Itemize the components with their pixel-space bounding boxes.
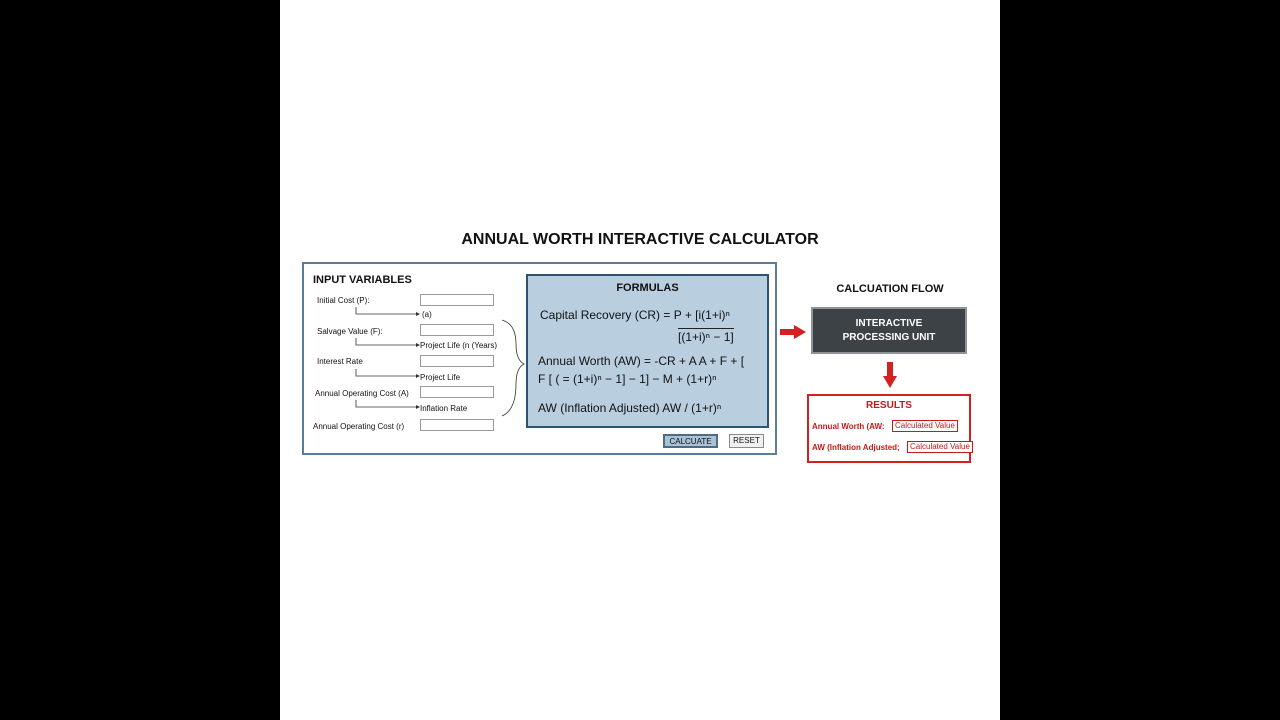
connector-line (356, 400, 416, 407)
connector-line (356, 369, 416, 376)
processing-unit-line1: INTERACTIVE (855, 317, 923, 329)
inflation-adjusted-formula: AW (Inflation Adjusted) AW / (1+r)ⁿ (538, 401, 722, 415)
brace-connector (502, 320, 524, 416)
input-variables-heading: INPUT VARIABLES (313, 274, 412, 286)
results-box (807, 394, 971, 463)
annual-operating-cost-r-input[interactable] (420, 419, 494, 431)
inflation-rate-sublabel: Inflation Rate (420, 404, 468, 413)
aw-inflation-adjusted-result-value: Calculated Value (907, 441, 973, 453)
arrow-down-icon (883, 362, 897, 388)
aw-inflation-adjusted-result-label: AW (Inflation Adjusted; (812, 443, 900, 452)
project-life-sublabel: Project Life (420, 373, 461, 382)
calculation-flow-heading: CALCUATION FLOW (836, 283, 944, 295)
annual-worth-formula-line2: F [ ( = (1+i)ⁿ − 1] − 1] − M + (1+r)ⁿ (538, 372, 717, 386)
formulas-box (526, 274, 769, 428)
initial-cost-label: Initial Cost (P): (317, 296, 370, 305)
diagram-canvas (280, 0, 1000, 720)
connector-line (356, 307, 416, 314)
connector-line (356, 338, 416, 345)
annual-worth-result-label: Annual Worth (AW: (812, 422, 885, 431)
connector-arrowhead (416, 312, 420, 316)
capital-recovery-denominator: [(1+i)ⁿ − 1] (678, 330, 734, 344)
reset-button[interactable]: RESET (729, 434, 764, 448)
formulas-heading: FORMULAS (616, 282, 679, 294)
annual-worth-result-value: Calculated Value (892, 420, 958, 432)
arrow-right-icon (780, 325, 806, 339)
sublabel-a: (a) (422, 310, 432, 319)
interest-rate-label: Interest Rate (317, 357, 363, 366)
initial-cost-input[interactable] (420, 294, 494, 306)
interest-rate-input[interactable] (420, 355, 494, 367)
annual-worth-formula-line1: Annual Worth (AW) = -CR + A A + F + [ (538, 354, 745, 368)
capital-recovery-formula: Capital Recovery (CR) = P + [i(1+i)ⁿ (540, 308, 730, 322)
calculate-button[interactable]: CALCUATE (663, 434, 718, 448)
annual-operating-cost-a-label: Annual Operating Cost (A) (315, 389, 409, 398)
salvage-value-input[interactable] (420, 324, 494, 336)
processing-unit-line2: PROCESSING UNIT (842, 331, 936, 343)
project-life-years-sublabel: Project Life (n (Years) (420, 341, 498, 350)
input-panel (302, 262, 777, 455)
page-title: ANNUAL WORTH INTERACTIVE CALCULATOR (461, 231, 819, 248)
annual-operating-cost-a-input[interactable] (420, 386, 494, 398)
interactive-processing-unit (811, 307, 967, 354)
salvage-value-label: Salvage Value (F): (317, 327, 383, 336)
annual-operating-cost-r-label: Annual Operating Cost (r) (313, 422, 405, 431)
results-heading: RESULTS (866, 400, 912, 411)
